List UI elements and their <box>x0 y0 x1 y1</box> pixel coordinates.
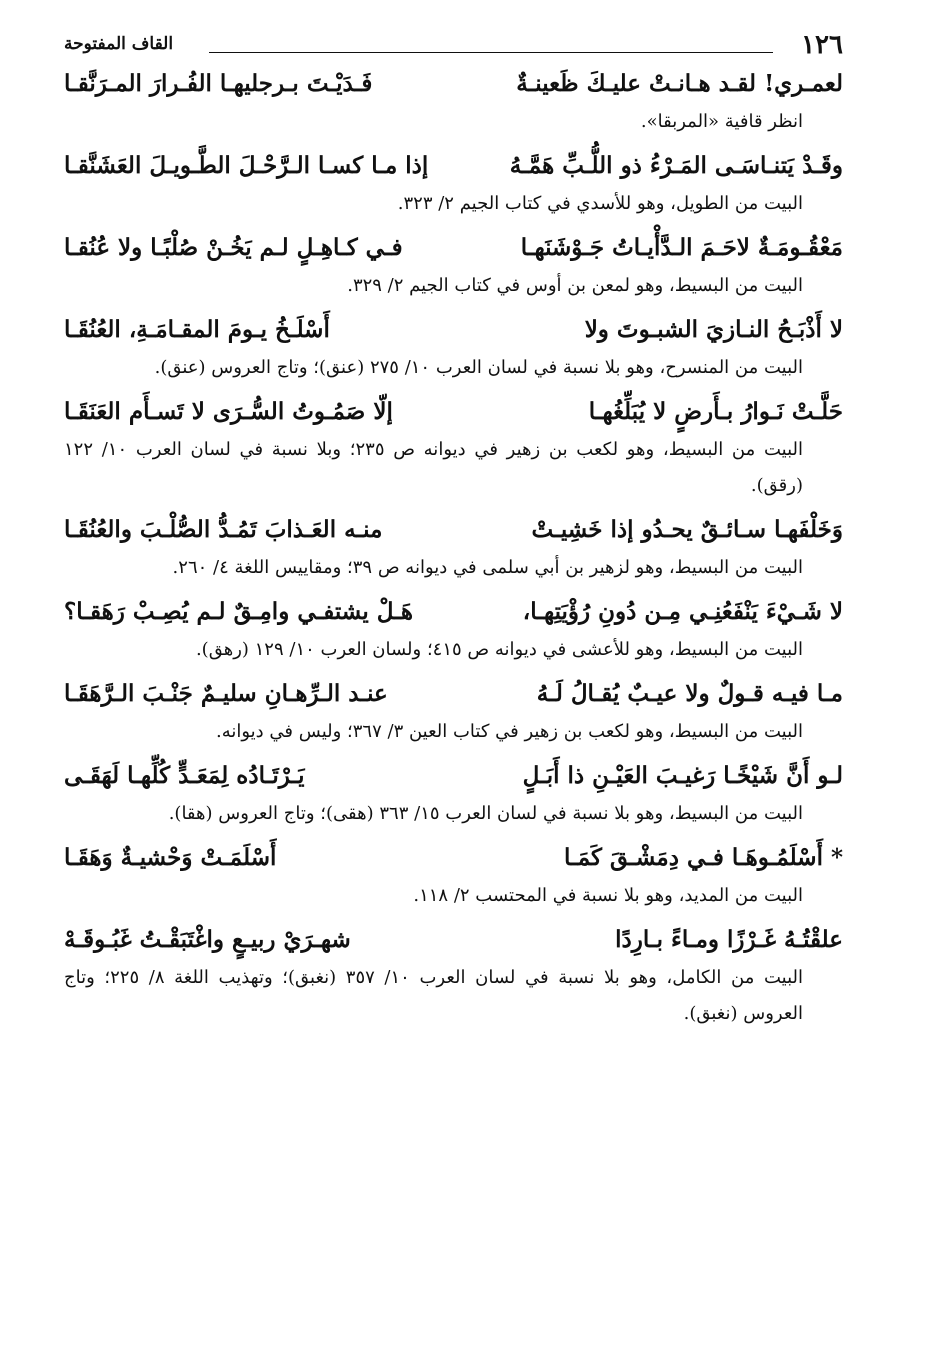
verse-line <box>64 510 843 550</box>
verse-note: البيت من البسيط، وهو لمعن بن أوس في كتاب الجيم ٢/ ٣٢٩. <box>347 275 803 296</box>
verse-entry <box>64 674 843 750</box>
verse-note: البيت من البسيط، وهو لكعب بن زهير في ديوانه ص ٢٣٥؛ وبلا نسبة في لسان العرب ١٠/ ١٢٢ (رقق). <box>64 439 803 496</box>
verse-entry <box>64 920 843 1032</box>
verse-line <box>64 228 843 268</box>
second-hemistich: فـي كـاهِـلٍ لـم يَخُـنْ صُلْبًـا ولا عُنُقـا <box>64 234 403 261</box>
verse-entry <box>64 510 843 586</box>
verse-entry <box>64 392 843 504</box>
verse-line <box>64 756 843 796</box>
verse-line <box>64 674 843 714</box>
page-header <box>64 30 843 64</box>
book-page <box>64 30 843 1038</box>
first-hemistich: وَخَلْفَهـا سـائـقٌ يحـدُو إذا خَشِيـتْ <box>531 516 843 543</box>
second-hemistich: إذا مـا كسـا الـرَّحْـلَ الطَّـويـلَ العَشَنَّقـا <box>64 152 429 179</box>
second-hemistich: هَـلْ يشتفـي وامِـقٌ لـم يُصِـبْ رَهَقـا؟ <box>64 598 414 625</box>
second-hemistich: شهـرَيْ ربيـعٍ واغْتَبَقْـتُ غَبُـوقَـهْ <box>64 926 351 953</box>
first-hemistich: * أَسْلَمُـوهَـا فـي دِمَشْـقَ كَمَـا <box>563 844 843 871</box>
verse-note: البيت من المنسرح، وهو بلا نسبة في لسان العرب ١٠/ ٢٧٥ (عنق)؛ وتاج العروس (عنق). <box>154 357 803 378</box>
second-hemistich: فَـدَيْـتَ بـرجليهـا الفُـرارَ المـرَنَّقـا <box>64 70 373 97</box>
verse-line <box>64 592 843 632</box>
verse-note: البيت من البسيط، وهو بلا نسبة في لسان العرب ١٥/ ٣٦٣ (هقى)؛ وتاج العروس (هقا). <box>168 803 803 824</box>
verse-note: البيت من المديد، وهو بلا نسبة في المحتسب ٢/ ١١٨. <box>413 885 803 906</box>
first-hemistich: لـو أَنَّ شَيْخًـا رَغيـبَ العَيْـنِ ذا أَبَـلٍ <box>522 762 843 789</box>
verse-entry <box>64 146 843 222</box>
first-hemistich: مَعْقُـومَـةٌ لاحَـمَ الـدَّأْيـاتُ جَـوْشَنَهـا <box>520 234 843 261</box>
first-hemistich: حَلَّـتْ نَـوارُ بـأَرضٍ لا يُبَلِّغُهـا <box>588 398 843 425</box>
header-rule <box>209 52 773 53</box>
first-hemistich: علقْتُـهُ غَـرْزًا ومـاءً بـارِدًا <box>615 926 843 953</box>
verse-entry <box>64 592 843 668</box>
verse-line <box>64 392 843 432</box>
verse-note: البيت من الطويل، وهو للأسدي في كتاب الجيم ٢/ ٣٢٣. <box>397 193 803 214</box>
second-hemistich: أَسْلَمَـتْ وَحْشيـةٌ وَهَقَـا <box>64 844 277 871</box>
verse-line <box>64 146 843 186</box>
page-number: ١٢٦ <box>801 30 843 60</box>
second-hemistich: يَـرْتَـادُه لِمَعَـدٍّ كُلِّهـا لَهَقَـى <box>64 762 305 789</box>
verse-entry <box>64 838 843 914</box>
verse-entry <box>64 756 843 832</box>
verse-note: البيت من البسيط، وهو لزهير بن أبي سلمى في ديوانه ص ٣٩؛ ومقاييس اللغة ٤/ ٢٦٠. <box>172 557 803 578</box>
verse-entry <box>64 228 843 304</box>
second-hemistich: أَسْلَـخُ يـومَ المقـامَـةِ، العُنُقَـا <box>64 316 330 343</box>
verse-note: البيت من الكامل، وهو بلا نسبة في لسان العرب ١٠/ ٣٥٧ (نغبق)؛ وتهذيب اللغة ٨/ ٢٢٥؛ وتاج العروس (نغبق). <box>64 967 804 1024</box>
first-hemistich: لعمـري! لقـد هـانـتْ عليـكَ ظَعينـةٌ <box>516 70 843 97</box>
first-hemistich: وقَـدْ يَتنـاسَـى المَـرْءُ ذو اللُّـبِّ هَمَّـهُ <box>509 152 843 179</box>
verse-entry <box>64 310 843 386</box>
first-hemistich: لا شَـيْءَ يَنْفَعُنِـي مِـن دُونِ رُؤْيَتِهـا، <box>522 598 843 625</box>
verse-line <box>64 920 843 960</box>
second-hemistich: منـه العَـذابَ تَمُـدُّ الصُّلْـبَ والعُنُقَـا <box>64 516 383 543</box>
verse-entry <box>64 64 843 140</box>
second-hemistich: عنـد الـرِّهـانِ سليـمٌ جَنْـبَ الـرَّهَقَـا <box>64 680 388 707</box>
first-hemistich: لا أَذْبَـحُ النـازيَ الشبـوتَ ولا <box>584 316 843 343</box>
verse-line <box>64 310 843 350</box>
verse-note: البيت من البسيط، وهو للأعشى في ديوانه ص ٤١٥؛ ولسان العرب ١٠/ ١٢٩ (رهق). <box>195 639 803 660</box>
first-hemistich: مـا فيـه قـولٌ ولا عيـبٌ يُقـالُ لَـهُ <box>536 680 843 707</box>
verse-note: انظر قافية «المربقا». <box>640 111 803 132</box>
verse-line <box>64 64 843 104</box>
verse-line <box>64 838 843 878</box>
running-title: القاف المفتوحة <box>64 34 174 54</box>
second-hemistich: إلّا صَمُـوتُ السُّـرَى لا تَسـأَم العَنَقَـا <box>64 398 393 425</box>
verse-note: البيت من البسيط، وهو لكعب بن زهير في كتاب العين ٣/ ٣٦٧؛ وليس في ديوانه. <box>215 721 803 742</box>
